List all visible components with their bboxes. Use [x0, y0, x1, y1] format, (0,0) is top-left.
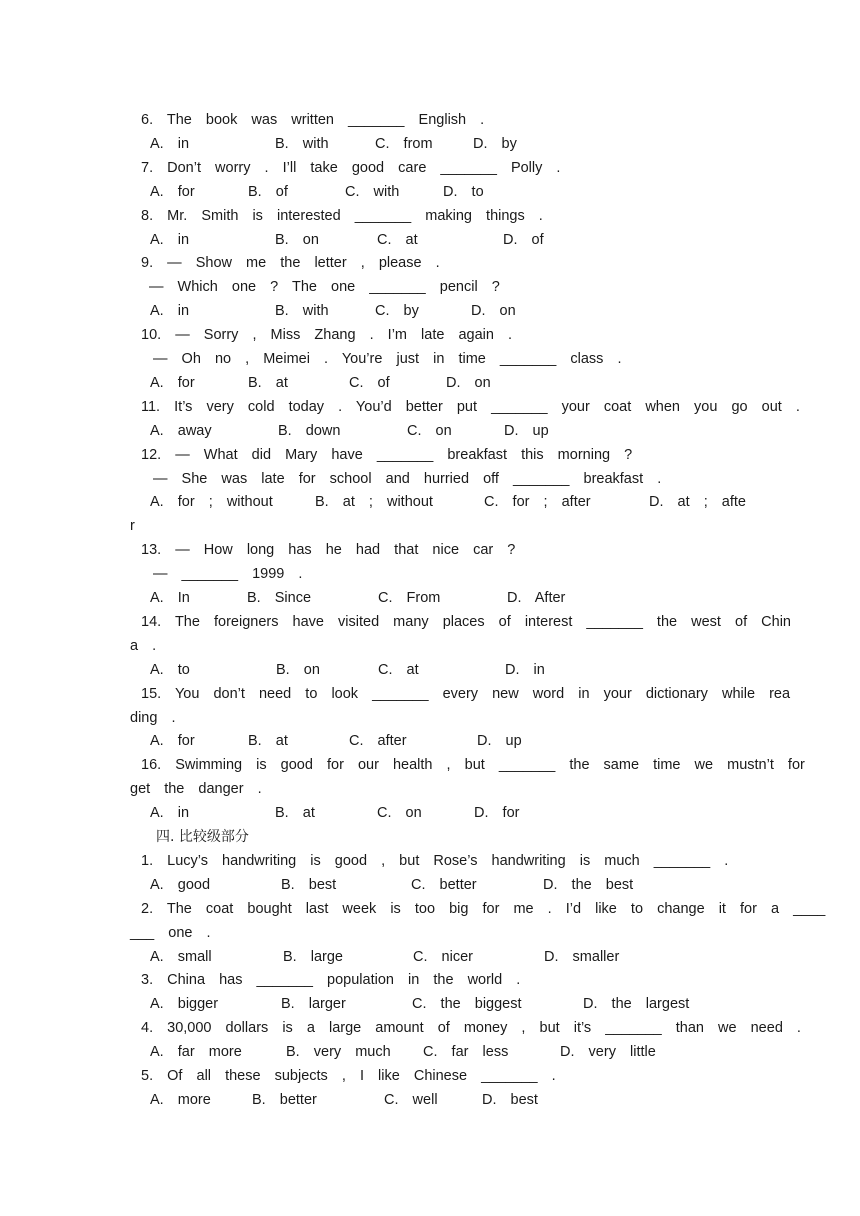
option-d: D. by: [473, 136, 517, 152]
option-a: A. for: [150, 733, 195, 749]
question-text: 6. The book was written _______ English .: [141, 112, 485, 128]
question-text: 1. Lucy’s handwriting is good , but Rose’s handwriting is much _______ .: [141, 853, 729, 869]
option-b: B. larger: [281, 996, 346, 1012]
options-row: [0, 731, 860, 751]
question-text: 4. 30,000 dollars is a large amount of money , but it’s _______ than we need .: [141, 1020, 801, 1036]
option-a: A. bigger: [150, 996, 219, 1012]
option-b: B. at ; without: [315, 494, 433, 510]
options-row: [0, 301, 860, 321]
options-row: [0, 588, 860, 608]
question-continuation: — Which one ? The one _______ pencil ?: [149, 279, 500, 295]
option-a: A. in: [150, 805, 190, 821]
option-d: D. the best: [543, 877, 634, 893]
wrapped-text: ___ one .: [130, 925, 211, 941]
options-row: [0, 660, 860, 680]
option-a: A. for: [150, 375, 195, 391]
option-d: D. for: [474, 805, 520, 821]
option-a: A. away: [150, 423, 212, 439]
question-continuation: — _______ 1999 .: [153, 566, 303, 582]
option-d: D. best: [482, 1092, 538, 1108]
option-b: B. best: [281, 877, 337, 893]
option-c: C. on: [377, 805, 422, 821]
option-d: D. the largest: [583, 996, 690, 1012]
option-b: B. Since: [247, 590, 312, 606]
option-c: C. well: [384, 1092, 438, 1108]
options-row: [0, 182, 860, 202]
option-a: A. for: [150, 184, 195, 200]
options-row: [0, 134, 860, 154]
option-c: C. from: [375, 136, 433, 152]
option-a: A. far more: [150, 1044, 242, 1060]
option-b: B. on: [275, 232, 319, 248]
options-row: [0, 1042, 860, 1062]
question-text: 14. The foreigners have visited many places of interest _______ the west of Chin: [141, 614, 791, 630]
option-d: D. up: [477, 733, 522, 749]
option-c: C. the biggest: [412, 996, 522, 1012]
question-text: 3. China has _______ population in the world .: [141, 972, 521, 988]
question-text: 10. — Sorry , Miss Zhang . I’m late again .: [141, 327, 513, 343]
option-a: A. to: [150, 662, 190, 678]
option-a: A. in: [150, 303, 190, 319]
option-c: C. by: [375, 303, 419, 319]
option-a: A. good: [150, 877, 211, 893]
option-b: B. with: [275, 136, 329, 152]
option-c: C. on: [407, 423, 452, 439]
option-b: B. large: [283, 949, 343, 965]
option-b: B. down: [278, 423, 341, 439]
wrapped-text: ding .: [130, 710, 176, 726]
wrapped-text: r: [130, 518, 135, 534]
question-text: 5. Of all these subjects , I like Chinese _______ .: [141, 1068, 556, 1084]
question-text: 7. Don’t worry . I’ll take good care _______ Polly .: [141, 160, 561, 176]
option-b: B. at: [275, 805, 315, 821]
option-b: B. on: [276, 662, 320, 678]
option-b: B. at: [248, 733, 288, 749]
options-row: [0, 947, 860, 967]
option-d: D. at ; afte: [649, 494, 746, 510]
option-b: B. very much: [286, 1044, 391, 1060]
option-a: A. for ; without: [150, 494, 273, 510]
option-b: B. better: [252, 1092, 317, 1108]
option-a: A. small: [150, 949, 212, 965]
question-continuation: — She was late for school and hurried off _______ breakfast .: [153, 471, 662, 487]
option-b: B. with: [275, 303, 329, 319]
question-text: 13. — How long has he had that nice car ?: [141, 542, 516, 558]
question-text: 11. It’s very cold today . You’d better put _______ your coat when you go out .: [141, 399, 800, 415]
options-row: [0, 875, 860, 895]
option-c: C. at: [377, 232, 418, 248]
section-heading: 四. 比较级部分: [156, 829, 249, 845]
wrapped-text: a .: [130, 638, 157, 654]
options-row: [0, 421, 860, 441]
options-row: [0, 373, 860, 393]
option-c: C. of: [349, 375, 390, 391]
option-c: C. for ; after: [484, 494, 591, 510]
options-row: [0, 1090, 860, 1110]
option-d: D. After: [507, 590, 566, 606]
option-c: C. better: [411, 877, 477, 893]
question-text: 12. — What did Mary have _______ breakfast this morning ?: [141, 447, 633, 463]
question-continuation: — Oh no , Meimei . You’re just in time _______ class .: [153, 351, 622, 367]
option-c: C. after: [349, 733, 407, 749]
options-row: [0, 803, 860, 823]
option-a: A. In: [150, 590, 190, 606]
option-b: B. of: [248, 184, 288, 200]
option-d: D. in: [505, 662, 545, 678]
option-c: C. far less: [423, 1044, 509, 1060]
option-d: D. on: [471, 303, 516, 319]
question-text: 9. — Show me the letter , please .: [141, 255, 440, 271]
option-d: D. on: [446, 375, 491, 391]
option-c: C. nicer: [413, 949, 473, 965]
question-text: 16. Swimming is good for our health , but _______ the same time we mustn’t for: [141, 757, 805, 773]
options-row: [0, 994, 860, 1014]
option-d: D. very little: [560, 1044, 656, 1060]
option-a: A. more: [150, 1092, 211, 1108]
option-a: A. in: [150, 232, 190, 248]
option-b: B. at: [248, 375, 288, 391]
question-text: 8. Mr. Smith is interested _______ making things .: [141, 208, 543, 224]
wrapped-text: get the danger .: [130, 781, 262, 797]
option-c: C. at: [378, 662, 419, 678]
option-c: C. From: [378, 590, 441, 606]
options-row: [0, 492, 860, 512]
option-d: D. up: [504, 423, 549, 439]
option-c: C. with: [345, 184, 400, 200]
question-text: 2. The coat bought last week is too big for me . I’d like to change it for a ____: [141, 901, 826, 917]
option-d: D. smaller: [544, 949, 620, 965]
option-d: D. of: [503, 232, 544, 248]
question-text: 15. You don’t need to look _______ every new word in your dictionary while rea: [141, 686, 791, 702]
option-a: A. in: [150, 136, 190, 152]
options-row: [0, 230, 860, 250]
option-d: D. to: [443, 184, 484, 200]
